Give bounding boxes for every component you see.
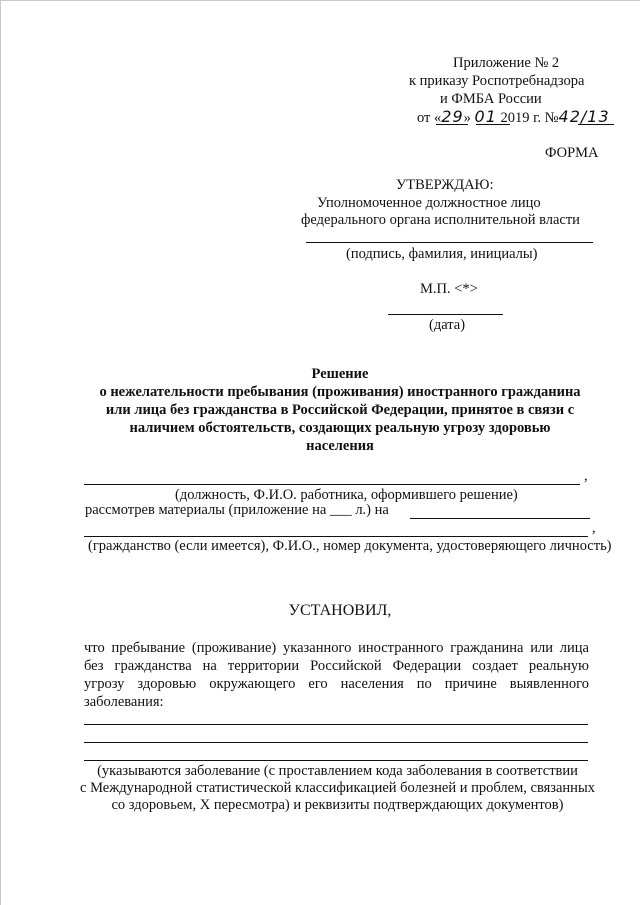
established-text-3: угрозу здоровью окружающего его населения по причине выявленного (84, 676, 589, 692)
approval-title: УТВЕРЖДАЮ: (396, 177, 494, 193)
date-quote-close: » (463, 110, 471, 126)
signature-caption: (подпись, фамилия, инициалы) (346, 246, 538, 262)
handwritten-day: 29 (441, 107, 464, 126)
employee-line (84, 484, 580, 485)
disease-line-2 (84, 742, 588, 743)
agency-name: и ФМБА России (440, 91, 542, 107)
handwritten-number: 42/13 (558, 107, 610, 126)
handwritten-month: 01 (474, 107, 497, 126)
order-reference: к приказу Роспотребнадзора (409, 73, 585, 89)
approval-authority: федерального органа исполнительной власти (301, 212, 580, 228)
month-underline (476, 124, 510, 125)
date-line (388, 314, 503, 315)
scan-edge-top (0, 0, 640, 1)
materials-line-text (85, 502, 389, 519)
scan-edge-left (0, 0, 1, 905)
number-underline (578, 124, 614, 125)
approval-official: Уполномоченное должностное лицо (317, 195, 541, 211)
materials-blank-line (410, 518, 590, 519)
decision-subtitle-2: или лица без гражданства в Российской Федерации, принятое в связи с (105, 402, 575, 418)
pages-blank: ___ (329, 502, 352, 518)
decision-subtitle-1: о нежелательности пребывания (проживания) иностранного гражданина (99, 384, 581, 400)
disease-line-1 (84, 724, 588, 725)
decision-subtitle-4: населения (306, 438, 374, 454)
citizen-caption: (гражданство (если имеется), Ф.И.О., номер документа, удостоверяющего личность) (88, 538, 612, 554)
comma-2: , (592, 520, 596, 536)
day-underline (436, 124, 468, 125)
decision-title: Решение (311, 366, 369, 382)
signature-line (306, 242, 593, 243)
established-text-1: что пребывание (проживание) указанного иностранного гражданина или лица (84, 640, 589, 656)
date-year: 2019 г. № (500, 110, 559, 126)
materials-label: рассмотрев материалы (приложение на (85, 502, 330, 518)
appendix-number: Приложение № 2 (453, 55, 560, 71)
established-text-4: заболевания: (84, 694, 164, 710)
disease-caption-3: со здоровьем, X пересмотра) и реквизиты подтверждающих документов) (111, 797, 564, 813)
form-label: ФОРМА (545, 145, 599, 161)
comma-1: , (584, 468, 588, 484)
disease-line-3 (84, 760, 588, 761)
employee-caption: (должность, Ф.И.О. работника, оформившего решение) (175, 487, 518, 503)
date-caption: (дата) (429, 317, 466, 333)
disease-caption-2: с Международной статистической классификацией болезней и проблем, связанных (80, 780, 595, 796)
citizen-line (84, 536, 588, 537)
decision-subtitle-3: наличием обстоятельств, создающих реальную угрозу здоровью (129, 420, 551, 436)
stamp-placeholder: М.П. <*> (420, 281, 478, 297)
established-heading: УСТАНОВИЛ, (288, 602, 392, 619)
disease-caption-1: (указываются заболевание (с проставлением кода заболевания в соответствии (97, 763, 578, 779)
established-text-2: без гражданства на территории Российской Федерации создает реальную (84, 658, 589, 674)
date-prefix: от « (417, 110, 442, 126)
materials-pages: л.) на (351, 502, 389, 518)
